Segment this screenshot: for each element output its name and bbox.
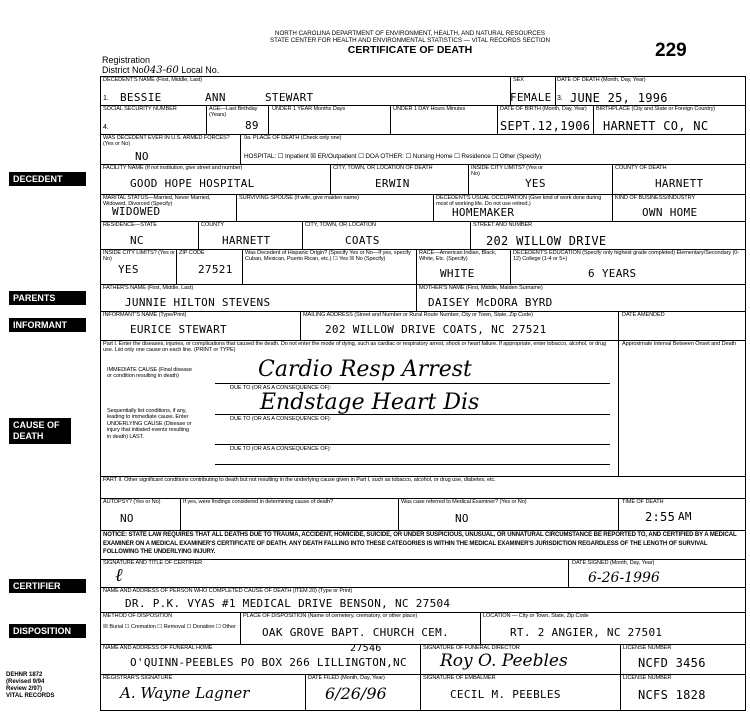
label-part-2: PART II. Other significant conditions contributing to death but not resulting in the underlying cause given in Part I, such as tobacco, alcohol, or drug use, diabetes, etc. <box>103 477 496 483</box>
inside-city-limits: YES <box>525 177 546 190</box>
label-under-1-year: UNDER 1 YEAR Months Days <box>272 106 346 112</box>
certificate-number: 229 <box>655 40 687 61</box>
item-number: 4. <box>103 124 109 131</box>
medical-examiner-notice: NOTICE: STATE LAW REQUIRES THAT ALL DEATHS DUE TO TRAUMA, ACCIDENT, HOMICIDE, SUICIDE, OR UNDER SUSPICIOUS, UNUSUAL, OR UNNATURAL CIRCUMSTANCE BE REPORTED TO, AND CERTIFIED BY A MEDICAL EXAMINER ON A MEDICAL EXAMINER'S CERTIFICATE OF DEATH. ANY DEATH FALLING INTO THESE CATEGORIES IS WITHIN THE MEDICAL EXAMINER'S JURISDICTION REGARDLESS OF THE LENGTH OF SURVIVAL FOLLOWING THE UNDERLYING INJURY. <box>103 532 737 556</box>
residence-street: 202 WILLOW DRIVE <box>486 234 607 248</box>
district-label: District No <box>102 65 144 75</box>
item-number: 3. <box>557 95 563 102</box>
label-facility: FACILITY NAME (If not institution, give street and number) <box>103 165 243 171</box>
label-license: LICENSE NUMBER <box>623 645 672 651</box>
birthplace: HARNETT CO, NC <box>603 119 709 133</box>
form-code-line: VITAL RECORDS <box>6 693 55 699</box>
label-street: STREET AND NUMBER <box>473 222 533 228</box>
label-city-of-death: CITY, TOWN, OR LOCATION OF DEATH <box>333 165 433 171</box>
race: WHITE <box>440 267 475 280</box>
underlying-cause: Endstage Heart Dis <box>260 390 480 415</box>
label-embalmer: SIGNATURE OF EMBALMER <box>423 675 496 681</box>
label-county-of-death: COUNTY OF DEATH <box>615 165 667 171</box>
residence-city: COATS <box>345 234 380 247</box>
label-surviving-spouse: SURVIVING SPOUSE (If wife, give maiden name) <box>239 195 359 201</box>
label-immediate-cause: IMMEDIATE CAUSE (Final disease or condition resulting in death) <box>107 367 192 380</box>
label-due-to: DUE TO (OR AS A CONSEQUENCE OF): <box>230 416 332 422</box>
label-time-of-death: TIME OF DEATH <box>622 499 664 505</box>
label-residence-county: COUNTY <box>201 222 225 228</box>
date-filed: 6/26/96 <box>325 684 387 703</box>
label-res-inside-city: INSIDE CITY LIMITS? (Yes or No) <box>103 250 175 263</box>
label-signature-title: SIGNATURE AND TITLE OF CERTIFIER <box>103 560 203 566</box>
label-father: FATHER'S NAME (First, Middle, Last) <box>103 285 194 291</box>
label-date-amended: DATE AMENDED <box>622 312 665 318</box>
marital-status: WIDOWED <box>112 205 161 218</box>
registration-label: Registration <box>102 55 151 65</box>
funeral-home: O'QUINN-PEEBLES PO BOX 266 LILLINGTON,NC <box>130 656 407 669</box>
label-funeral-director: SIGNATURE OF FUNERAL DIRECTOR <box>423 645 520 651</box>
place-of-disposition: OAK GROVE BAPT. CHURCH CEM. <box>262 626 449 639</box>
section-parents: PARENTS <box>9 291 86 305</box>
kind-of-business: OWN HOME <box>642 206 698 219</box>
zip-code: 27521 <box>198 263 233 276</box>
label-mother: MOTHER'S NAME (First, Middle, Maiden Surname) <box>419 285 543 291</box>
facility-name: GOOD HOPE HOSPITAL <box>130 177 255 190</box>
city-of-death: ERWIN <box>375 177 410 190</box>
label-due-to: DUE TO (OR AS A CONSEQUENCE OF): <box>230 446 332 452</box>
date-signed: 6-26-1996 <box>588 570 660 586</box>
label-residence-city: CITY, TOWN, OR LOCATION <box>305 222 376 228</box>
decedent-first-name: BESSIE <box>120 91 162 104</box>
mother-name: DAISEY McDORA BYRD <box>428 296 553 309</box>
method-options: ☒ Burial ☐ Cremation ☐ Removal ☐ Donation ☐ Other <box>103 624 236 630</box>
label-occupation: DECEDENT'S USUAL OCCUPATION (Give kind of work done during most of working life. Do not use retired.) <box>436 195 602 208</box>
decedent-age: 89 <box>245 119 259 132</box>
form-code-line: Review 2/97) <box>6 686 43 692</box>
disposition-location: RT. 2 ANGIER, NC 27501 <box>510 626 663 639</box>
section-cause-of-death: CAUSE OF DEATH <box>9 418 71 444</box>
label-place-of-death: 9a. PLACE OF DEATH (Check only one) <box>244 135 342 141</box>
label-sex: SEX <box>513 77 524 83</box>
time-of-death-ampm: AM <box>678 510 692 523</box>
decedent-last-name: STEWART <box>265 91 314 104</box>
label-hispanic: Was Decedent of Hispanic Origin? (Specify Yes or No—If yes, specify Cuban, Mexican, Puerto Rican, etc.) ☐ Yes ☒ No (Specify) <box>245 250 411 263</box>
agency-section: STATE CENTER FOR HEALTH AND ENVIRONMENTAL STATISTICS — VITAL RECORDS SECTION <box>270 37 550 44</box>
residence-state: NC <box>130 234 144 247</box>
local-label: Local No. <box>181 65 220 75</box>
decedent-sex: FEMALE <box>510 91 552 104</box>
label-marital-status: MARITAL STATUS—Married, Never Married, Widowed, Divorced (Specify) <box>103 195 211 208</box>
label-autopsy-findings: If yes, were findings considered in determining cause of death? <box>183 499 334 505</box>
label-age: AGE—Last Birthday (Years) <box>209 106 258 119</box>
form-code-line: DEHNR 1872 <box>6 672 43 678</box>
agency-name: NORTH CAROLINA DEPARTMENT OF ENVIRONMENT, HEALTH, AND NATURAL RESOURCES <box>275 30 545 37</box>
label-ssn: SOCIAL SECURITY NUMBER <box>103 106 177 112</box>
medical-examiner-referral: NO <box>455 512 469 525</box>
label-date-signed: DATE SIGNED (Month, Day, Year) <box>572 560 655 566</box>
label-date-filed: DATE FILED (Month, Day, Year) <box>308 675 385 681</box>
label-informant: INFORMANT'S NAME (Type/Print) <box>103 312 187 318</box>
label-due-to: DUE TO (OR AS A CONSEQUENCE OF): <box>230 385 332 391</box>
label-decedent-name: DECEDENT'S NAME (First, Middle, Last) <box>103 77 203 83</box>
hospital-options: HOSPITAL: ☐ Inpatient ☒ ER/Outpatient ☐ DOA OTHER: ☐ Nursing Home ☐ Residence ☐ Other (Specify) <box>244 153 542 160</box>
county-of-death: HARNETT <box>655 177 704 190</box>
section-certifier: CERTIFIER <box>9 579 86 593</box>
embalmer-license: NCFS 1828 <box>638 688 706 702</box>
education: 6 YEARS <box>588 267 637 280</box>
label-license-2: LICENSE NUMBER <box>623 675 672 681</box>
registrar-signature: A. Wayne Lagner <box>120 684 250 702</box>
funeral-home-zip: 27546 <box>350 643 382 654</box>
mailing-address: 202 WILLOW DRIVE COATS, NC 27521 <box>325 323 547 336</box>
label-part-1: Part I. Enter the diseases, injuries, or complications that caused the death. Do not enter the mode of dying, such as cardiac or respiratory arrest, shock or heart failure. If appropriate, enter tobacco, alcohol, or drug use. List only one cause on each line. (PRINT or TYPE) <box>103 341 606 354</box>
label-birthplace: BIRTHPLACE (City and State or Foreign Country) <box>596 106 716 112</box>
label-location: LOCATION — City or Town, State, Zip Code <box>483 613 589 619</box>
label-mailing-address: MAILING ADDRESS (Street and Number or Rural Route Number, City or Town, State, Zip Code) <box>303 312 533 318</box>
autopsy: NO <box>120 512 134 525</box>
section-disposition: DISPOSITION <box>9 624 86 638</box>
district-line <box>102 65 219 76</box>
label-autopsy: AUTOPSY? (Yes or No) <box>103 499 161 505</box>
label-education: DECEDENT'S EDUCATION (Specify only highest grade completed) Elementary/Secondary (0-12) College (1-4 or 5+) <box>513 250 740 263</box>
funeral-director-signature: Roy O. Peebles <box>440 651 568 671</box>
label-sequential-causes: Sequentially list conditions, if any, leading to immediate cause. Enter UNDERLYING CAUSE (Disease or injury that initiated events resulting in death) LAST. <box>107 408 192 440</box>
date-of-death: JUNE 25, 1996 <box>570 91 668 105</box>
father-name: JUNNIE HILTON STEVENS <box>125 296 271 309</box>
armed-forces: NO <box>135 150 149 163</box>
item-number: 1. <box>103 95 109 102</box>
section-decedent: DECEDENT <box>9 172 86 186</box>
label-registrar: REGISTRAR'S SIGNATURE <box>103 675 173 681</box>
label-zip: ZIP CODE <box>179 250 205 256</box>
form-code <box>6 672 54 700</box>
label-certifier-name: NAME AND ADDRESS OF PERSON WHO COMPLETED CAUSE OF DEATH (ITEM 20) (Type or Print) <box>103 588 353 594</box>
certifier-signature: ℓ <box>115 565 123 586</box>
form-code-line: (Revised 9/94 <box>6 679 45 685</box>
label-inside-city: INSIDE CITY LIMITS? (Yes or No) <box>471 165 543 178</box>
label-funeral-home: NAME AND ADDRESS OF FUNERAL HOME <box>103 645 213 651</box>
informant-name: EURICE STEWART <box>130 323 227 336</box>
embalmer-name: CECIL M. PEEBLES <box>450 688 561 701</box>
funeral-license: NCFD 3456 <box>638 656 706 670</box>
district-number: 043-60 <box>143 65 179 76</box>
label-date-of-birth: DATE OF BIRTH (Month, Day, Year) <box>500 106 587 112</box>
label-under-1-day: UNDER 1 DAY Hours Minutes <box>393 106 466 112</box>
certificate-title: CERTIFICATE OF DEATH <box>347 44 473 56</box>
label-race: RACE—American Indian, Black, White, Etc. (Specify) <box>419 250 497 263</box>
label-residence-state: RESIDENCE—STATE <box>103 222 157 228</box>
section-informant: INFORMANT <box>9 318 86 332</box>
label-method: METHOD OF DISPOSITION <box>103 613 173 619</box>
label-medical-examiner: Was case referred to Medical Examiner? (Yes or No) <box>401 499 527 505</box>
residence-county: HARNETT <box>222 234 271 247</box>
label-armed-forces: WAS DECEDENT EVER IN U.S. ARMED FORCES? (Yes or No) <box>103 135 230 148</box>
label-interval: Approximate Interval Between Onset and Death <box>622 341 737 347</box>
res-inside-city: YES <box>118 263 139 276</box>
time-of-death: 2:55 <box>645 510 676 524</box>
certifier-name-address: DR. P.K. VYAS #1 MEDICAL DRIVE BENSON, NC 27504 <box>125 597 451 610</box>
occupation: HOMEMAKER <box>452 206 515 219</box>
label-business: KIND OF BUSINESS/INDUSTRY <box>615 195 696 201</box>
date-of-birth: SEPT.12,1906 <box>500 119 591 133</box>
label-date-of-death: DATE OF DEATH (Month, Day, Year) <box>557 77 646 83</box>
immediate-cause: Cardio Resp Arrest <box>258 357 472 382</box>
label-place-disposition: PLACE OF DISPOSITION (Name of cemetery, crematory, or other place) <box>243 613 418 619</box>
decedent-middle-name: ANN <box>205 91 226 104</box>
